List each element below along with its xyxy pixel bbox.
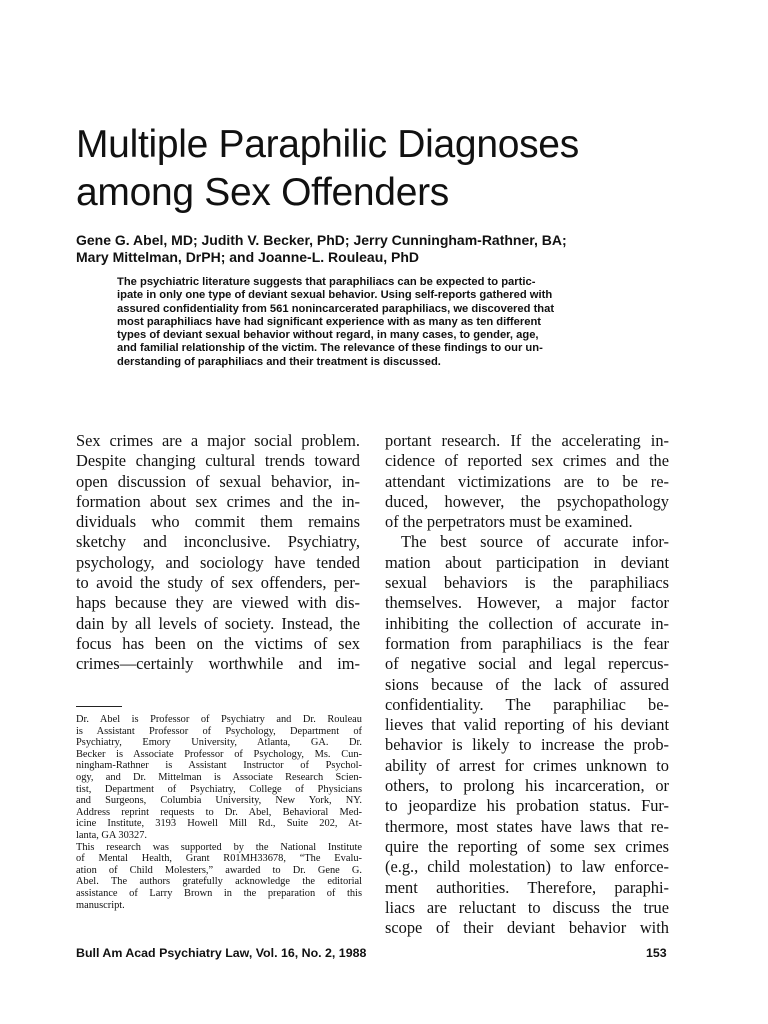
abstract-line: most paraphiliacs have had significant experience with as many as ten different: [117, 315, 542, 328]
footnote-line: icine Institute, 3193 Howell Mill Rd., Suite 202, At-: [76, 818, 362, 830]
body-text-line: mation about participation in deviant: [385, 552, 669, 572]
body-text-line: portant research. If the accelerating in-: [385, 431, 669, 450]
abstract-line: The psychiatric literature suggests that paraphiliacs can be expected to partic-: [117, 276, 536, 288]
abstract-line: types of deviant sexual behavior without regard, in many cases, to gender, age,: [117, 329, 539, 342]
body-text-line: lieves that valid reporting of his deviant: [385, 715, 669, 735]
abstract-line: assured confidentiality from 561 nonincarcerated paraphiliacs, we discovered that: [117, 302, 555, 315]
footnote-line: is Assistant Professor of Psychology, Department of: [76, 725, 362, 737]
footnote-line: Address reprint requests to Dr. Abel, Behavioral Med-: [76, 806, 362, 818]
abstract-line: ipate in only one type of deviant sexual behavior. Using self-reports gathered with: [117, 289, 553, 302]
body-text-line: scope of their deviant behavior with: [385, 918, 669, 938]
abstract: [117, 276, 697, 369]
body-text-line: The best source of accurate infor-: [401, 532, 669, 552]
body-text-line: Despite changing cultural trends toward: [76, 451, 360, 471]
body-text-line: sexual behaviors is the paraphiliacs: [385, 573, 669, 593]
footnote-line: ation of Child Molesters,” awarded to Dr. Gene G.: [76, 864, 362, 876]
footnote-line: Becker is Associate Professor of Psychology, Ms. Cun-: [76, 748, 362, 760]
body-text-line: of the perpetrators must be examined.: [385, 512, 633, 532]
footnote-line: ogy, and Dr. Mittelman is Associate Research Scien-: [76, 771, 362, 783]
footnote-line: lanta, GA 30327.: [76, 829, 147, 841]
body-text-line: thermore, most states have laws that re-: [385, 816, 669, 836]
body-column-left: [76, 431, 360, 675]
body-text-line: ability of arrest for crimes unknown to: [385, 755, 669, 775]
footnote-line: tist, Department of Psychiatry, College of Physicians: [76, 783, 362, 795]
body-text-line: confidentiality. The paraphiliac be-: [385, 694, 669, 714]
footnote-line: This research was supported by the National Institute: [76, 841, 362, 853]
body-text-line: crimes—certainly worthwhile and im-: [76, 654, 360, 674]
body-column-right: [385, 431, 669, 938]
author-affiliation-footnote: [76, 714, 362, 911]
body-text-line: open discussion of sexual behavior, in-: [76, 471, 360, 491]
footnote-line: Dr. Abel is Professor of Psychiatry and Dr. Rouleau: [76, 714, 362, 725]
body-text-line: ment authorities. Therefore, paraphi-: [385, 877, 669, 897]
abstract-line: derstanding of paraphiliacs and their treatment is discussed.: [117, 355, 441, 368]
title-line-2: among Sex Offenders: [76, 171, 449, 214]
footnote-line: of Mental Health, Grant R01MH33678, “The Evalu-: [76, 853, 362, 865]
body-text-line: attendant victimizations are to be re-: [385, 471, 669, 491]
body-text-line: inhibiting the collection of accurate in-: [385, 613, 669, 633]
footnote-line: assistance of Larry Brown in the preparation of this: [76, 887, 362, 899]
body-text-line: behavior is likely to increase the prob-: [385, 735, 669, 755]
body-text-line: to jeopardize his probation status. Fur-: [385, 796, 669, 816]
body-text-line: quire the reporting of some sex crimes: [385, 836, 669, 856]
body-text-line: cidence of reported sex crimes and the: [385, 451, 669, 471]
body-text-line: dividuals who commit them remains: [76, 512, 360, 532]
footnote-line: Abel. The authors gratefully acknowledge the editorial: [76, 876, 362, 888]
body-text-line: focus has been on the victims of sex: [76, 633, 360, 653]
footnote-line: ningham-Rathner is Assistant Instructor of Psychol-: [76, 760, 362, 772]
page-number: 153: [646, 946, 667, 960]
author-list: [76, 232, 736, 266]
footnote-line: manuscript.: [76, 899, 125, 911]
body-text-line: of negative social and legal repercus-: [385, 654, 669, 674]
author-line-1: Gene G. Abel, MD; Judith V. Becker, PhD; Jerry Cunningham-Rathner, BA;: [76, 232, 567, 248]
body-text-line: to avoid the study of sex offenders, per-: [76, 573, 360, 593]
footnote-divider: [76, 706, 122, 707]
body-text-line: psychology, and sociology have tended: [76, 552, 360, 572]
title-line-1: Multiple Paraphilic Diagnoses: [76, 123, 579, 166]
body-text-line: formation from paraphiliacs is the fear: [385, 633, 669, 653]
journal-citation: Bull Am Acad Psychiatry Law, Vol. 16, No. 2, 1988: [76, 946, 367, 960]
body-text-line: sions because of the lack of assured: [385, 674, 669, 694]
body-text-line: haps because they are viewed with dis-: [76, 593, 360, 613]
body-text-line: others, to prolong his incarceration, or: [385, 776, 669, 796]
body-text-line: (e.g., child molestation) to law enforce-: [385, 857, 669, 877]
footnote-line: Psychiatry, Emory University, Atlanta, GA. Dr.: [76, 737, 362, 749]
author-line-2: Mary Mittelman, DrPH; and Joanne-L. Rouleau, PhD: [76, 249, 420, 265]
body-text-line: themselves. However, a major factor: [385, 593, 669, 613]
body-text-line: dain by all levels of society. Instead, the: [76, 613, 360, 633]
body-text-line: duced, however, the psychopathology: [385, 491, 669, 511]
body-text-line: liacs are reluctant to discuss the true: [385, 897, 669, 917]
abstract-line: and familial relationship of the victim. The relevance of these findings to our un-: [117, 342, 543, 355]
footnote-line: and Surgeons, Columbia University, New York, NY.: [76, 795, 362, 807]
body-text-line: sketchy and inconclusive. Psychiatry,: [76, 532, 360, 552]
body-text-line: formation about sex crimes and the in-: [76, 491, 360, 511]
article-title: [76, 121, 736, 217]
body-text-line: Sex crimes are a major social problem.: [76, 431, 360, 450]
